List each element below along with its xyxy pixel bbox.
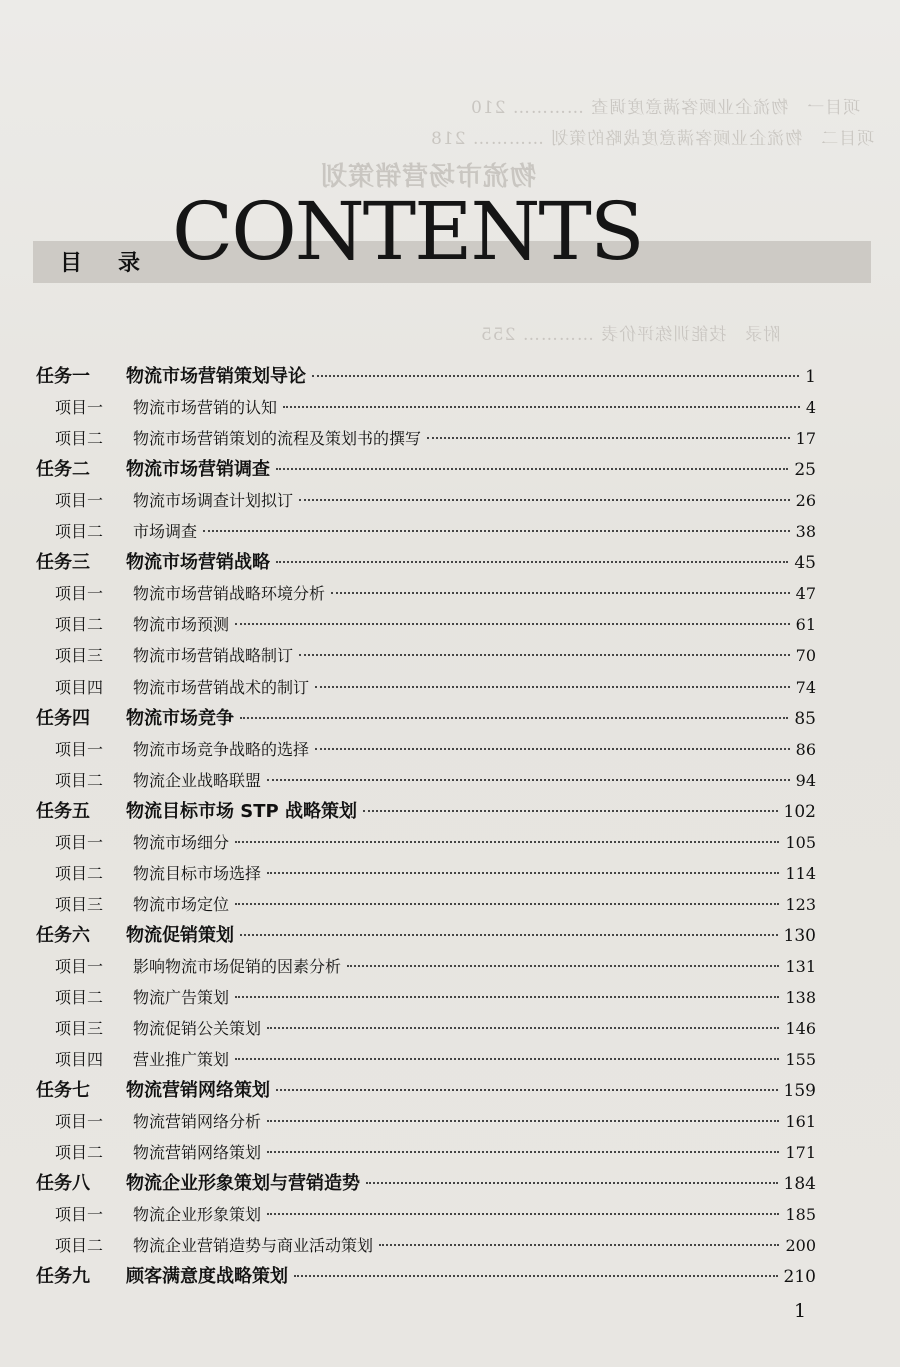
toc-entry-page: 146 [785,1019,816,1039]
dot-leader [283,405,800,408]
dot-leader [347,964,779,967]
toc-section-entry [55,1202,816,1225]
toc-entry-page: 114 [785,863,816,883]
toc-entry-title: 物流营销网络策划 [133,1143,262,1163]
toc-section-entry [55,985,816,1008]
toc-entry-label [55,1233,373,1256]
toc-entry-label [55,1140,261,1163]
toc-entry-number: 任务八 [36,1173,90,1195]
toc-entry-label [36,1076,270,1102]
toc-section-entry [55,1140,816,1163]
toc-entry-number: 任务四 [36,707,90,729]
toc-entry-title: 营业推广策划 [133,1050,230,1070]
toc-section-entry [55,1233,816,1256]
toc-entry-title: 市场调查 [133,522,198,542]
dot-leader [267,1212,779,1215]
dot-leader [299,653,790,656]
toc-section-entry [55,861,816,884]
dot-leader [235,622,790,625]
toc-entry-title: 物流市场细分 [133,832,230,852]
toc-chapter-entry [36,362,816,388]
toc-entry-title: 物流企业形象策划与营销造势 [126,1173,360,1195]
toc-entry-number: 项目一 [55,956,104,976]
toc-entry-number: 项目二 [55,863,104,883]
toc-section-entry [55,426,816,449]
dot-leader [267,778,790,781]
toc-entry-page: 210 [783,1267,816,1288]
dot-leader [294,1274,778,1277]
dot-leader [235,902,779,905]
toc-entry-title: 物流市场营销调查 [126,459,270,481]
toc-entry-title: 物流市场营销的认知 [133,398,278,418]
toc-section-entry [55,1047,816,1070]
toc-entry-label [36,704,234,730]
toc-entry-page: 123 [785,894,816,914]
toc-entry-number: 项目三 [55,894,104,914]
toc-entry-title: 物流市场营销策划的流程及策划书的撰写 [133,429,422,449]
toc-entry-number: 项目一 [55,832,104,852]
toc-entry-page: 94 [795,770,816,790]
toc-entry-label [55,612,229,635]
toc-chapter-entry [36,1262,816,1288]
toc-entry-label [36,1262,288,1288]
toc-entry-title: 物流市场竞争战略的选择 [133,739,310,759]
toc-entry-page: 159 [783,1081,816,1102]
toc-entry-title: 物流营销网络分析 [133,1112,262,1132]
toc-entry-number: 任务七 [36,1080,90,1102]
dot-leader [240,933,778,936]
toc-entry-number: 项目一 [55,398,104,418]
toc-entry-number: 任务九 [36,1266,90,1288]
toc-entry-label [55,737,309,760]
toc-entry-page: 17 [795,429,816,449]
toc-entry-page: 74 [795,677,816,697]
toc-entry-number: 项目一 [55,1112,104,1132]
toc-chapter-entry [36,455,816,481]
dot-leader [379,1243,779,1246]
toc-entry-page: 185 [785,1205,816,1225]
toc-entry-page: 155 [785,1050,816,1070]
toc-chapter-entry [36,548,816,574]
toc-entry-page: 171 [785,1143,816,1163]
toc-entry-label [55,1016,261,1039]
toc-entry-number: 项目一 [55,739,104,759]
dot-leader [315,747,790,750]
toc-entry-title: 物流促销策划 [126,924,234,946]
dot-leader [366,1181,778,1184]
toc-entry-label [36,548,270,574]
dot-leader [267,1150,779,1153]
toc-entry-label [36,797,357,823]
heading-mulu: 目录 [60,251,177,276]
dot-leader [240,716,788,719]
toc-entry-page: 61 [795,615,816,635]
toc-entry-title: 顾客满意度战略策划 [126,1266,288,1288]
toc-entry-label [55,768,261,791]
toc-entry-page: 26 [795,491,816,511]
toc-entry-label [36,1169,360,1195]
dot-leader [312,374,799,377]
toc-section-entry [55,675,816,698]
toc-entry-label [55,892,229,915]
toc-entry-number: 任务二 [36,459,90,481]
dot-leader [299,498,790,501]
toc-entry-number: 项目二 [55,770,104,790]
toc-entry-number: 任务五 [36,800,90,822]
toc-entry-title: 物流目标市场 STP 战略策划 [126,800,357,822]
toc-entry-number: 项目二 [55,429,104,449]
toc-entry-label [55,519,197,542]
toc-entry-label [55,1109,261,1132]
toc-entry-number: 项目二 [55,1236,104,1256]
dot-leader [267,871,779,874]
toc-section-entry [55,892,816,915]
toc-entry-number: 项目二 [55,522,104,542]
toc-entry-title: 物流市场营销战术的制订 [133,677,310,697]
dot-leader [276,560,788,563]
dot-leader [315,685,790,688]
toc-entry-title: 物流市场定位 [133,894,230,914]
toc-entry-title: 物流市场营销战略制订 [133,646,294,666]
toc-entry-number: 项目三 [55,1019,104,1039]
dot-leader [267,1119,779,1122]
dot-leader [276,467,788,470]
toc-entry-number: 项目一 [55,1205,104,1225]
toc-entry-title: 物流市场营销策划导论 [126,366,306,387]
heading-contents: CONTENTS [172,185,643,278]
toc-entry-label [55,1047,229,1070]
toc-entry-page: 86 [795,739,816,759]
toc-entry-label [36,921,234,947]
toc-entry-label [55,830,229,853]
toc-entry-title: 物流市场营销战略环境分析 [133,584,326,604]
toc-chapter-entry [36,1169,816,1195]
toc-entry-number: 项目四 [55,1050,104,1070]
toc-entry-label [55,488,293,511]
toc-section-entry [55,488,816,511]
dot-leader [363,809,778,812]
toc-entry-label [55,1202,261,1225]
toc-entry-title: 物流市场营销战略 [126,552,270,574]
toc-entry-page: 131 [785,956,816,976]
toc-entry-title: 物流营销网络策划 [126,1080,270,1102]
toc-entry-number: 任务三 [36,552,90,574]
toc-entry-page: 25 [794,460,816,481]
toc-entry-page: 1 [805,367,816,387]
dot-leader [276,1088,778,1091]
toc-entry-page: 45 [794,553,816,574]
toc-entry-title: 影响物流市场促销的因素分析 [133,956,342,976]
dot-leader [235,995,779,998]
toc-section-entry [55,830,816,853]
toc-entry-number: 项目三 [55,646,104,666]
dot-leader [235,1057,779,1060]
toc-entry-page: 4 [805,398,816,418]
toc-section-entry [55,954,816,977]
toc-entry-page: 184 [783,1174,816,1195]
toc-entry-number: 项目二 [55,1143,104,1163]
toc-entry-page: 161 [785,1112,816,1132]
dot-leader [331,591,790,594]
toc-section-entry [55,581,816,604]
toc-entry-title: 物流促销公关策划 [133,1019,262,1039]
toc-section-entry [55,395,816,418]
toc-entry-title: 物流目标市场选择 [133,863,262,883]
toc-chapter-entry [36,797,816,823]
toc-entry-title: 物流企业战略联盟 [133,770,262,790]
toc-entry-number: 项目一 [55,584,104,604]
dot-leader [267,1026,779,1029]
page-number: 1 [794,1300,807,1322]
toc-entry-page: 47 [795,584,816,604]
toc-chapter-entry [36,704,816,730]
toc-section-entry [55,643,816,666]
toc-chapter-entry [36,1076,816,1102]
toc-entry-label [55,581,325,604]
toc-entry-title: 物流市场竞争 [126,707,234,729]
toc-section-entry [55,1016,816,1039]
toc-entry-page: 138 [785,988,816,1007]
toc-entry-label [36,455,270,481]
toc-section-entry [55,612,816,635]
toc-chapter-entry [36,921,816,947]
toc-entry-title: 物流市场预测 [133,615,230,635]
toc-entry-label [55,643,293,666]
toc-entry-number: 项目二 [55,988,104,1007]
dot-leader [427,436,790,439]
toc-entry-title: 物流市场调查计划拟订 [133,491,294,511]
toc-entry-number: 项目一 [55,491,104,511]
toc-entry-page: 38 [795,522,816,542]
toc-entry-number: 项目四 [55,677,104,697]
toc-entry-page: 70 [795,646,816,666]
toc-entry-number: 项目二 [55,615,104,635]
toc-entry-number: 任务六 [36,924,90,946]
toc-section-entry [55,768,816,791]
toc-entry-label [55,954,341,977]
toc-entry-page: 102 [783,801,816,822]
toc-entry-label [55,675,309,698]
toc-entry-number: 任务一 [36,366,90,387]
dot-leader [235,840,779,843]
toc-entry-label [55,426,421,449]
toc-section-entry [55,1109,816,1132]
toc-entry-page: 85 [794,708,816,729]
toc-section-entry [55,737,816,760]
bleed-through-text: 项目一 物流企业顾客满意度调查 ………… 210 项目二 物流企业顾客满意度战略的策划 ………… 218 物流市场营销策划 附录 技能训练评价表 ………… 255 [320,98,875,345]
toc-entry-title: 物流广告策划 [133,988,230,1007]
toc-entry-page: 130 [783,925,816,946]
toc-entry-label [55,395,277,418]
toc-entry-label [36,362,306,388]
toc-entry-title: 物流企业形象策划 [133,1205,262,1225]
toc-entry-page: 105 [785,832,816,852]
toc-entry-title: 物流企业营销造势与商业活动策划 [133,1236,374,1256]
toc-entry-label [55,985,229,1008]
toc-entry-page: 200 [785,1236,816,1256]
dot-leader [203,529,790,532]
toc-section-entry [55,519,816,542]
toc-entry-label [55,861,261,884]
